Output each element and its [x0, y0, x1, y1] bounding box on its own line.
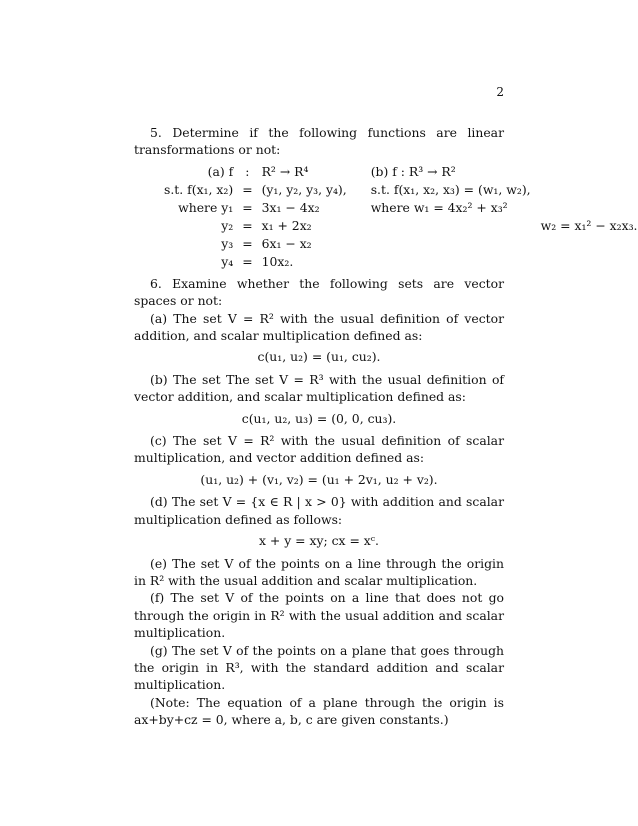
equation-right: 10x₂. [261, 253, 294, 269]
question-5-equations [164, 163, 638, 271]
question-6b-text: (b) The set The set V = R³ with the usual definition of vector addition, and scalar multiplication defined as: [134, 371, 504, 405]
equation-sign: = [242, 217, 253, 233]
equation-right: R² → R⁴ [261, 163, 309, 179]
equation-right: 3x₁ − 4x₂ [261, 199, 320, 215]
equation-row [164, 199, 638, 217]
equation-row [164, 163, 638, 181]
equation-b-right [531, 253, 638, 271]
equation-b-right [531, 181, 638, 199]
equation-b-left: s.t. f(x₁, x₂, x₃) = (w₁, w₂), [370, 181, 531, 197]
equation-b-right: w₂ = x₁² − x₂x₃. [540, 217, 638, 233]
question-6-intro: 6. Examine whether the following sets are vector spaces or not: [134, 275, 504, 309]
equation-left: s.t. f(x₁, x₂) [164, 181, 234, 197]
question-6b-equation: c(u₁, u₂, u₃) = (0, 0, cu₃). [241, 410, 397, 426]
question-6-note: (Note: The equation of a plane through the origin is ax+by+cz = 0, where a, b, c are given constants.) [134, 694, 504, 728]
equation-b-left: where w₁ = 4x₂² + x₃² [370, 199, 508, 215]
equation-b-right [531, 199, 638, 217]
equation-row [164, 217, 638, 235]
equation-left: y₄ [221, 253, 234, 269]
equation-row [164, 253, 638, 271]
question-6c-text: (c) The set V = R² with the usual definition of scalar multiplication, and vector addition defined as: [134, 433, 504, 466]
equation-right: x₁ + 2x₂ [261, 217, 312, 233]
equation-b-right [531, 235, 638, 253]
equation-left: (a) f [207, 163, 234, 179]
question-6f-text: (f) The set V of the points on a line that does not go through the origin in R² with the usual addition and scalar multiplication. [134, 590, 504, 641]
question-6a-text: (a) The set V = R² with the usual definition of vector addition, and scalar multiplication defined as: [134, 310, 504, 344]
equation-b-left [347, 235, 531, 253]
page-content [134, 124, 638, 729]
equation-right: (y₁, y₂, y₃, y₄), [261, 181, 347, 197]
question-6a-equation: c(u₁, u₂) = (u₁, cu₂). [257, 349, 381, 365]
equation-sign: = [242, 235, 253, 251]
equation-b-right [531, 163, 638, 181]
question-6d-equation: x + y = xy; cx = xᶜ. [258, 533, 379, 549]
question-6d-text: (d) The set V = {x ∈ R | x > 0} with addition and scalar multiplication defined as follows: [134, 494, 504, 527]
equation-row [164, 181, 638, 199]
equation-sign: = [242, 199, 253, 215]
equation-sign: = [242, 181, 253, 197]
question-6c-equation: (u₁, u₂) + (v₁, v₂) = (u₁ + 2v₁, u₂ + v₂). [200, 471, 438, 487]
equation-b-left [347, 253, 531, 271]
equation-right: 6x₁ − x₂ [261, 235, 312, 251]
question-5-intro: 5. Determine if the following functions are linear transformations or not: [134, 125, 504, 158]
equation-row [164, 235, 638, 253]
equation-b-left: (b) f : R³ → R² [370, 163, 456, 179]
equation-left: y₂ [221, 217, 234, 233]
question-6e-text: (e) The set V of the points on a line through the origin in R² with the usual addition and scalar multiplication. [134, 555, 504, 588]
page-number: 2 [496, 85, 504, 99]
equation-left: y₃ [221, 235, 234, 251]
question-6g-text: (g) The set V of the points on a plane that goes through the origin in R³, with the standard addition and scalar multiplication. [134, 642, 504, 693]
equation-sign: = [242, 253, 253, 269]
equation-left: where y₁ [178, 199, 234, 215]
equation-b-left [347, 217, 531, 235]
equation-sign: : [245, 163, 250, 179]
